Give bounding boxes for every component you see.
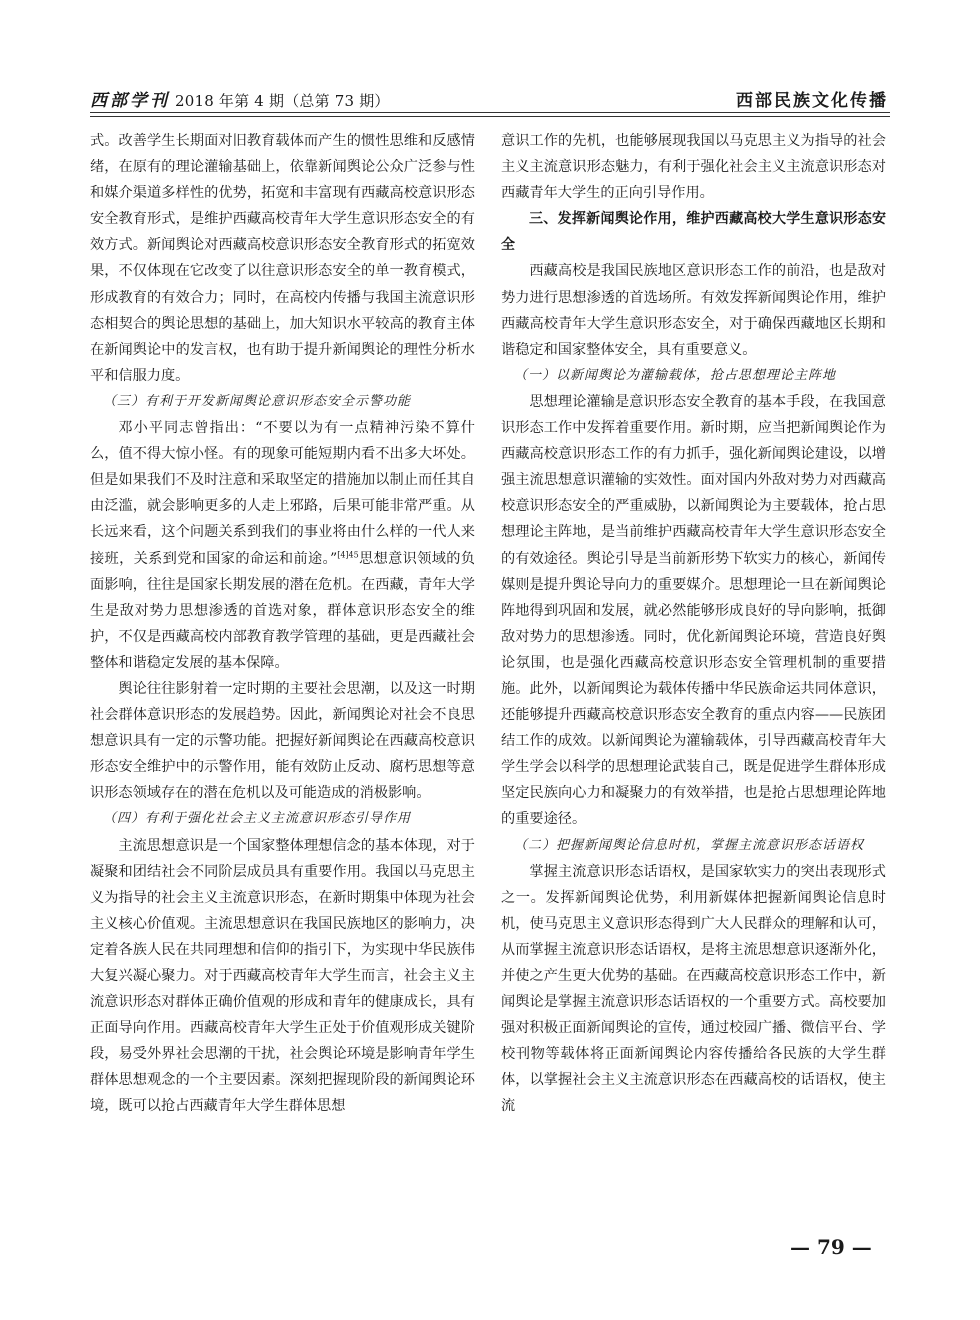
quote-text: 邓小平同志曾指出：“不要以为有一点精神污染不算什么，值不得大惊小怪。有的现象可能短期内看不出多大坏处。但是如果我们不及时注意和采取坚定的措施加以制止而任其自由泛滥，就会影响更多的人走上邪路，后果可能非常严重。从长远来看，这个问题关系到我们的事业将由什么样的一代人来接班，关系到党和国家的命运和前途。” <box>90 420 475 567</box>
paragraph: 主流思想意识是一个国家整体理想信念的基本体现，对于凝聚和团结社会不同阶层成员具有重要作用。我国以马克思主义为指导的社会主义主流意识形态，在新时期集中体现为社会主义核心价值观。主流思想意识在我国民族地区的影响力，决定着各族人民在共同理想和信仰的指引下，为实现中华民族伟大复兴凝心聚力。对于西藏高校青年大学生而言，社会主义主流意识形态对群体正确价值观的形成和青年的健康成长，具有正面导向作用。西藏高校青年大学生正处于价值观形成关键阶段，易受外界社会思潮的干扰，社会舆论环境是影响青年学生群体思想观念的一个主要因素。深刻把握现阶段的新闻舆论环境，既可以抢占西藏青年大学生群体思想 <box>90 837 475 1115</box>
journal-logo: 西部学刊 <box>90 91 170 111</box>
paragraph: 西藏高校是我国民族地区意识形态工作的前沿，也是敌对势力进行思想渗透的首选场所。有效发挥新闻舆论作用，维护西藏高校青年大学生意识形态安全，对于确保西藏地区长期和谐稳定和国家整体安全，具有重要意义。 <box>501 263 886 358</box>
subsection-heading-2: （二）把握新闻舆论信息时机，掌握主流意识形态话语权 <box>514 837 865 853</box>
paragraph-quote <box>90 415 475 676</box>
header-rule-top <box>90 112 890 113</box>
page-number: — 79 — <box>790 1235 872 1259</box>
column-title: 西部民族文化传播 <box>736 91 888 111</box>
journal-info <box>90 86 390 111</box>
running-header <box>90 80 890 116</box>
quote-followup: 思想意识领域的负面影响，往往是国家长期发展的潜在危机。在西藏，青年大学生是敌对势力思想渗透的首选对象，群体意识形态安全的维护，不仅是西藏高校内部教育教学管理的基础，更是西藏社会整体和谐稳定发展的基本保障。 <box>90 550 475 671</box>
paragraph: 掌握主流意识形态话语权，是国家软实力的突出表现形式之一。发挥新闻舆论优势，利用新媒体把握新闻舆论信息时机，使马克思主义意识形态得到广大人民群众的理解和认可，从而掌握主流意识形态话语权，是将主流思想意识逐渐外化，并使之产生更大优势的基础。在西藏高校意识形态工作中，新闻舆论是掌握主流意识形态话语权的一个重要方式。高校要加强对积极正面新闻舆论的宣传，通过校园广播、微信平台、学校刊物等载体将正面新闻舆论内容传播给各民族的大学生群体，以掌握社会主义主流意识形态在西藏高校的话语权，使主流 <box>501 863 886 1115</box>
subsection-heading-4: （四）有利于强化社会主义主流意识形态引导作用 <box>103 811 412 827</box>
subsection-heading-3: （三）有利于开发新闻舆论意识形态安全示警功能 <box>103 393 412 409</box>
header-rule-bottom <box>90 116 890 117</box>
citation-ref: [4]45 <box>337 549 359 559</box>
paragraph: 意识工作的先机，也能够展现我国以马克思主义为指导的社会主义主流意识形态魅力，有利于强化社会主义主流意识形态对西藏青年大学生的正向引导作用。 <box>501 133 886 202</box>
right-column <box>501 128 886 1120</box>
paragraph: 式。改善学生长期面对旧教育载体而产生的惯性思维和反感情绪，在原有的理论灌输基础上，依靠新闻舆论公众广泛参与性和媒介渠道多样性的优势，拓宽和丰富现有西藏高校意识形态安全教育形式，是维护西藏高校青年大学生意识形态安全的有效方式。新闻舆论对西藏高校意识形态安全教育形式的拓宽效果，不仅体现在它改变了以往意识形态安全的单一教育模式，形成教育的有效合力；同时，在高校内传播与我国主流意识形态相契合的舆论思想的基础上，加大知识水平较高的教育主体在新闻舆论中的发言权，也有助于提升新闻舆论的理性分析水平和信服力度。 <box>90 133 475 384</box>
paragraph: 舆论往往影射着一定时期的主要社会思潮，以及这一时期社会群体意识形态的发展趋势。因此，新闻舆论对社会不良思想意识具有一定的示警功能。把握好新闻舆论在西藏高校意识形态安全维护中的示警作用，能有效防止反动、腐朽思想等意识形态领域存在的潜在危机以及可能造成的消极影响。 <box>90 680 475 802</box>
section-heading: 三、发挥新闻舆论作用，维护西藏高校大学生意识形态安全 <box>501 211 886 254</box>
left-column <box>90 128 475 1120</box>
paragraph: 思想理论灌输是意识形态安全教育的基本手段，在我国意识形态工作中发挥着重要作用。新时期，应当把新闻舆论作为西藏高校意识形态工作的有力抓手，强化新闻舆论建设，以增强主流思想意识灌输的实效性。面对国内外敌对势力对西藏高校意识形态安全的严重威胁，以新闻舆论为主要载体，抢占思想理论主阵地，是当前维护西藏高校青年大学生意识形态安全的有效途径。舆论引导是当前新形势下软实力的核心，新闻传媒则是提升舆论导向力的重要媒介。思想理论一旦在新闻舆论阵地得到巩固和发展，就必然能够形成良好的导向影响，抵御敌对势力的思想渗透。同时，优化新闻舆论环境，营造良好舆论氛围，也是强化西藏高校意识形态安全管理机制的重要措施。此外，以新闻舆论为载体传播中华民族命运共同体意识，还能够提升西藏高校意识形态安全教育的重点内容——民族团结工作的成效。以新闻舆论为灌输载体，引导西藏高校青年大学生学会以科学的思想理论武装自己，既是促进学生群体形成坚定民族向心力和凝聚力的有效举措，也是抢占思想理论阵地的重要途径。 <box>501 393 886 828</box>
issue-info: 2018 年第 4 期（总第 73 期） <box>174 92 390 110</box>
subsection-heading-1: （一）以新闻舆论为灌输载体，抢占思想理论主阵地 <box>514 367 837 383</box>
